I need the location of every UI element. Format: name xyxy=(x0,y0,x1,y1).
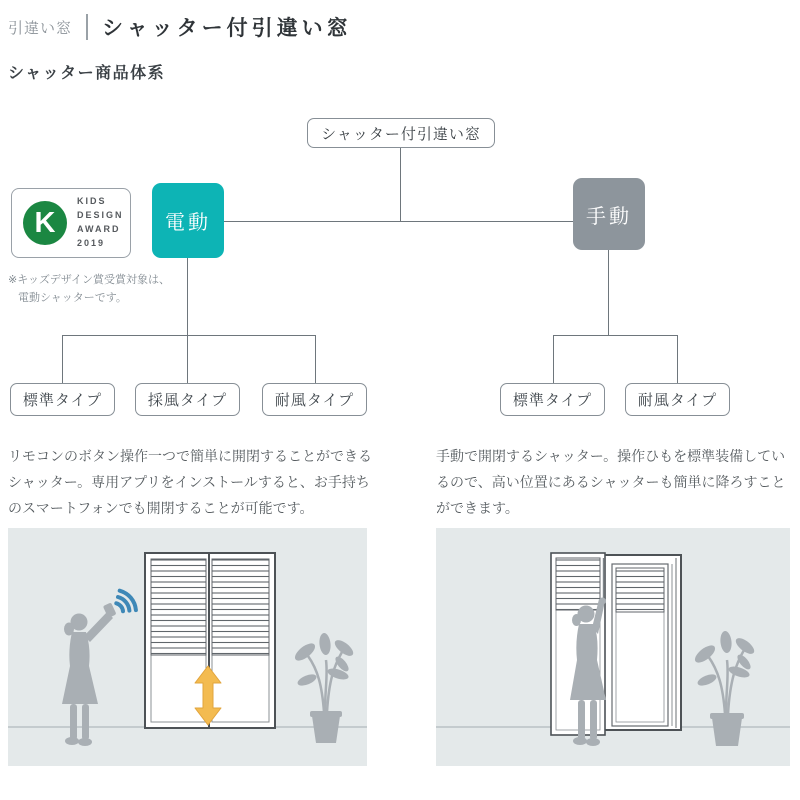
connector-manual-vertical xyxy=(608,250,609,335)
section-heading: シャッター商品体系 xyxy=(8,65,166,82)
electric-illustration-panel xyxy=(8,528,367,766)
person-with-remote-silhouette xyxy=(62,602,116,746)
connector-main-horizontal xyxy=(224,221,573,222)
breadcrumb: 引違い窓 xyxy=(8,19,73,37)
electric-description: リモコンのボタン操作一つで簡単に開閉することができるシャッター。専用アプリをインストールすると、お手持ちのスマートフォンでも開閉することが可能です。 xyxy=(8,448,372,516)
manual-description: 手動で開閉するシャッター。操作ひもを標準装備しているので、高い位置にあるシャッターも簡単に降ろすことができます。 xyxy=(436,448,786,516)
diagram-root-node: シャッター付引違い窓 xyxy=(307,118,495,148)
header-divider xyxy=(86,14,88,40)
manual-shutter-window xyxy=(551,553,681,735)
manual-illustration xyxy=(436,528,790,766)
kids-design-award-note: ※キッズデザイン賞受賞対象は、 電動シャッターです。 xyxy=(8,274,171,304)
connector-root-vertical xyxy=(400,148,401,222)
type-node-electric-windproof: 耐風タイプ xyxy=(262,383,367,416)
manual-illustration-panel xyxy=(436,528,790,766)
diagram-manual-node: 手動 xyxy=(573,178,645,250)
type-node-manual-windproof: 耐風タイプ xyxy=(625,383,730,416)
wifi-signal-icon xyxy=(116,591,136,612)
type-node-electric-ventilation: 採風タイプ xyxy=(135,383,240,416)
kids-design-award-badge xyxy=(11,188,131,258)
electric-illustration xyxy=(8,528,367,766)
connector-drop xyxy=(62,335,63,383)
page-title: シャッター付引違い窓 xyxy=(102,17,352,40)
plant-silhouette xyxy=(692,630,757,746)
connector-drop xyxy=(187,335,188,383)
connector-manual-horizontal xyxy=(553,335,678,336)
type-node-manual-standard: 標準タイプ xyxy=(500,383,605,416)
kids-design-award-logo-icon: K xyxy=(23,201,67,245)
connector-drop xyxy=(553,335,554,383)
connector-drop xyxy=(677,335,678,383)
connector-electric-horizontal xyxy=(62,335,316,336)
kids-design-award-text: KIDS DESIGN AWARD 2019 xyxy=(77,196,124,248)
diagram-electric-node: 電動 xyxy=(152,183,224,258)
type-node-electric-standard: 標準タイプ xyxy=(10,383,115,416)
connector-drop xyxy=(315,335,316,383)
page-header xyxy=(8,12,352,42)
connector-electric-vertical xyxy=(187,258,188,335)
